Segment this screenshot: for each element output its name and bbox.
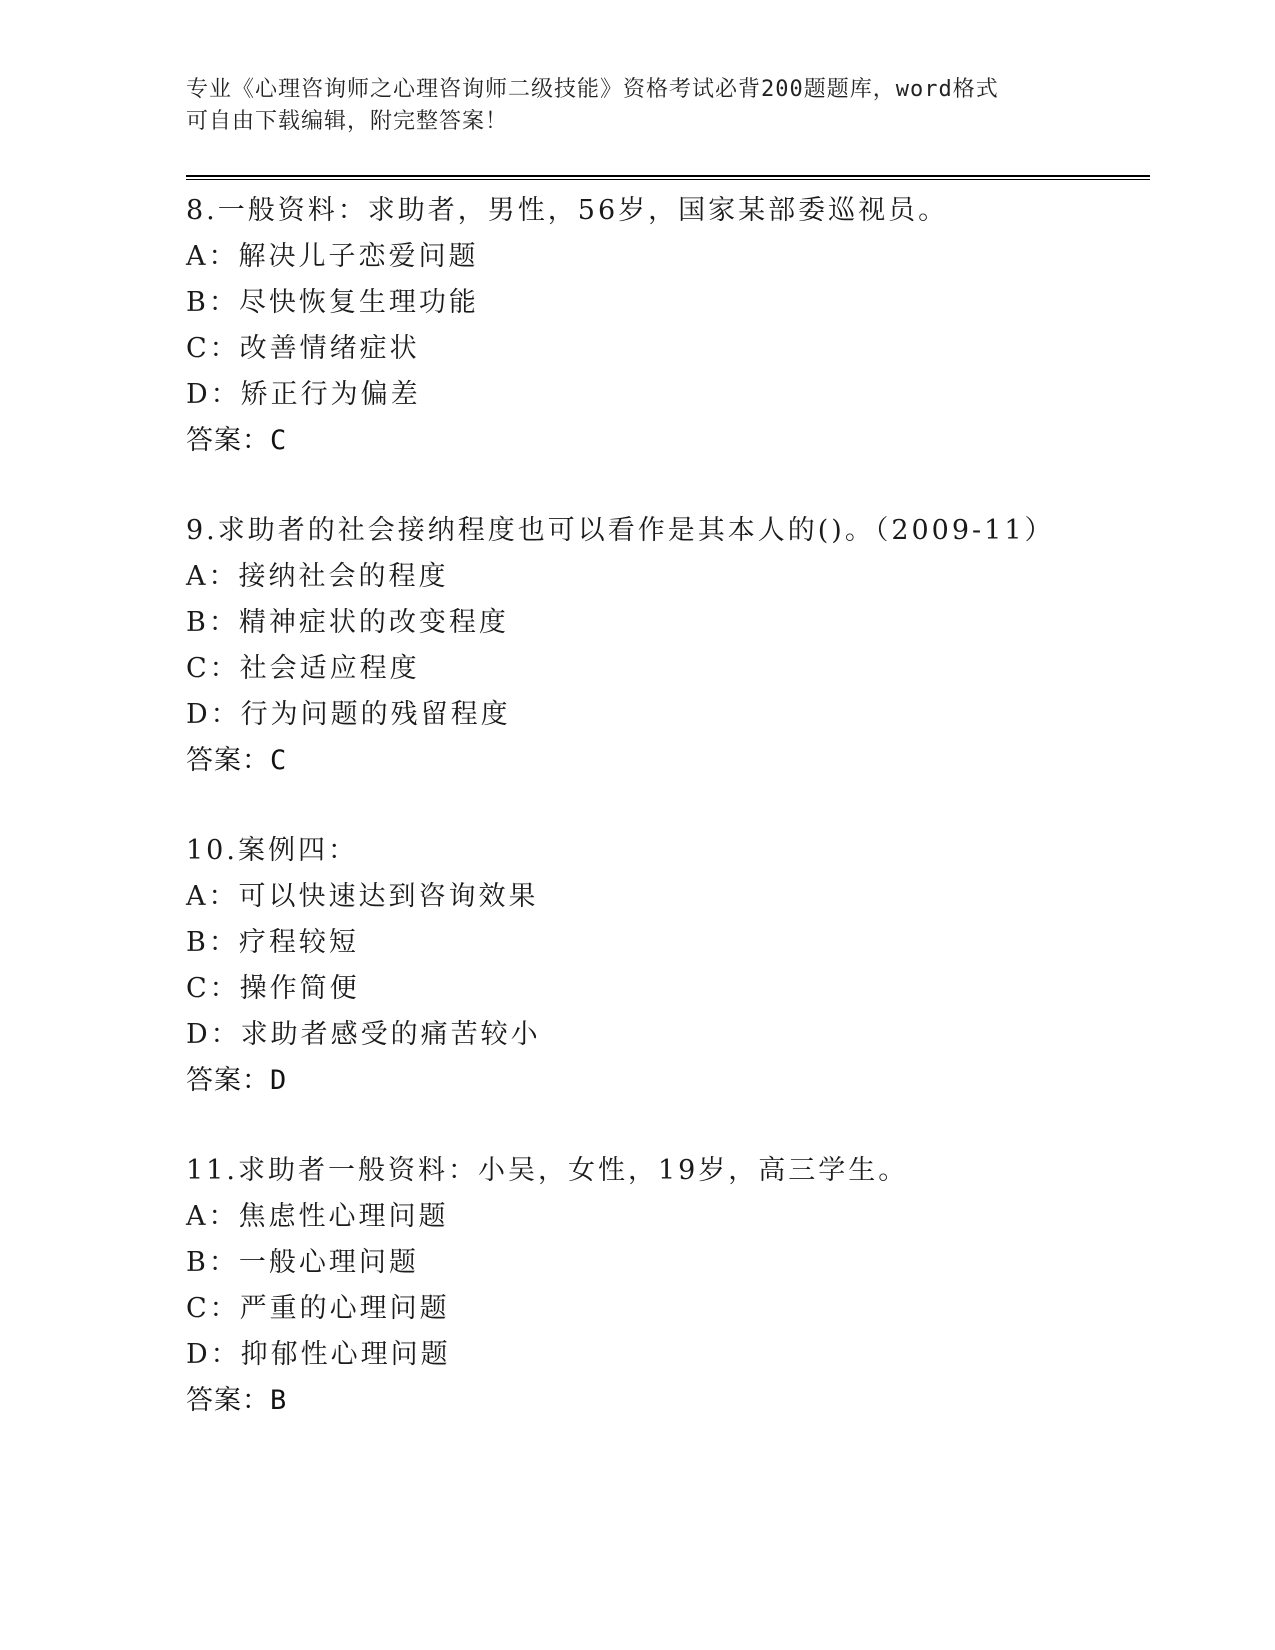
document-header <box>186 74 1066 138</box>
option-d: D：行为问题的残留程度 <box>186 699 511 730</box>
question-list <box>186 188 1146 1468</box>
answer-line: 答案：C <box>186 425 288 456</box>
option-d: D：矫正行为偏差 <box>186 379 421 410</box>
header-line-2: 可自由下载编辑，附完整答案！ <box>186 109 509 134</box>
answer-line: 答案：C <box>186 745 288 776</box>
option-b: B：疗程较短 <box>186 927 359 958</box>
option-c: C：严重的心理问题 <box>186 1293 450 1324</box>
option-d: D：抑郁性心理问题 <box>186 1339 451 1370</box>
option-a: A：焦虑性心理问题 <box>186 1201 449 1232</box>
question-stem: 9.求助者的社会接纳程度也可以看作是其本人的()。（2009-11） <box>186 515 1055 546</box>
option-a: A：可以快速达到咨询效果 <box>186 881 539 912</box>
option-a: A：解决儿子恋爱问题 <box>186 241 479 272</box>
answer-line: 答案：B <box>186 1385 288 1416</box>
option-b: B：精神症状的改变程度 <box>186 607 509 638</box>
answer-line: 答案：D <box>186 1065 288 1096</box>
option-c: C：改善情绪症状 <box>186 333 420 364</box>
option-c: C：操作简便 <box>186 973 360 1004</box>
question-9 <box>186 508 1146 784</box>
header-line-1: 专业《心理咨询师之心理咨询师二级技能》资格考试必背200题题库，word格式 <box>186 77 999 102</box>
option-a: A：接纳社会的程度 <box>186 561 449 592</box>
option-d: D：求助者感受的痛苦较小 <box>186 1019 541 1050</box>
option-c: C：社会适应程度 <box>186 653 420 684</box>
question-11 <box>186 1148 1146 1424</box>
question-stem: 10.案例四： <box>186 835 358 866</box>
header-divider <box>186 175 1150 180</box>
question-stem: 8.一般资料：求助者，男性，56岁，国家某部委巡视员。 <box>186 195 949 226</box>
option-b: B：一般心理问题 <box>186 1247 419 1278</box>
question-10 <box>186 828 1146 1104</box>
question-stem: 11.求助者一般资料：小吴，女性，19岁，高三学生。 <box>186 1155 909 1186</box>
option-b: B：尽快恢复生理功能 <box>186 287 479 318</box>
question-8 <box>186 188 1146 464</box>
